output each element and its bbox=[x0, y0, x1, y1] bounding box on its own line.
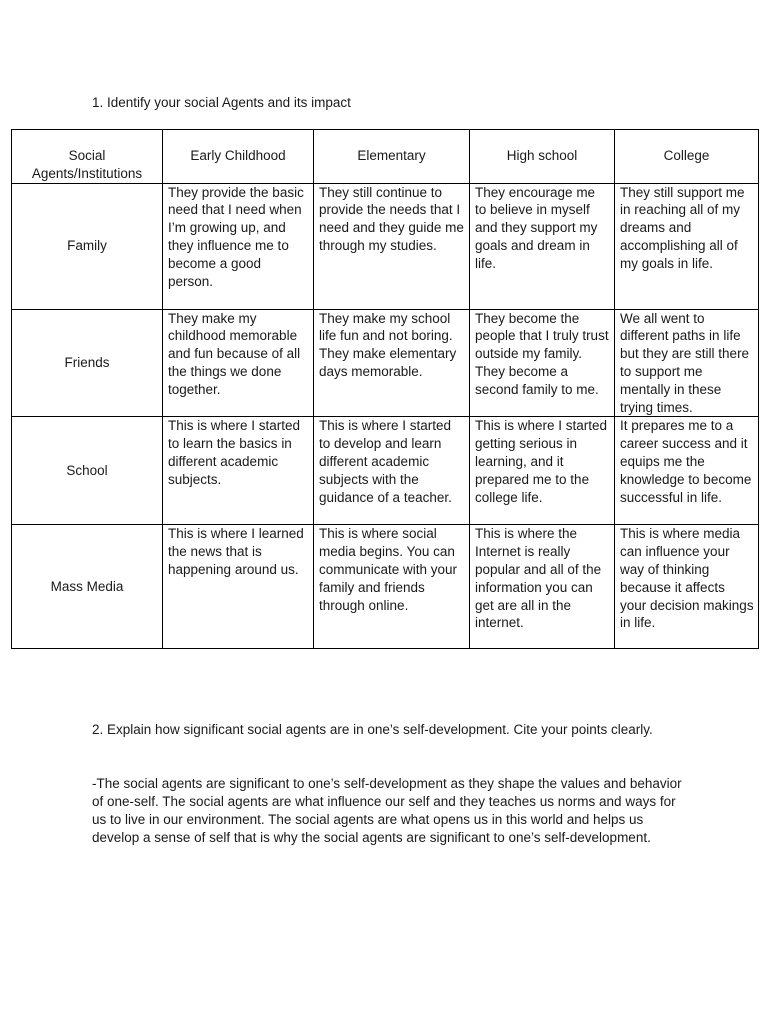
table-row bbox=[12, 417, 759, 525]
table-cell: This is where the Internet is really popular and all of the information you can get are all in the internet. bbox=[470, 525, 615, 649]
table-cell: They provide the basic need that I need when I’m growing up, and they influence me to become a good person. bbox=[163, 183, 314, 309]
header-high-school: High school bbox=[470, 130, 615, 184]
agent-family: Family bbox=[12, 183, 163, 309]
table-cell: They make my school life fun and not boring. They make elementary days memorable. bbox=[314, 309, 470, 417]
table-cell: This is where I started to develop and learn different academic subjects with the guidance of a teacher. bbox=[314, 417, 470, 525]
question-1: 1. Identify your social Agents and its impact bbox=[92, 95, 351, 110]
table-cell: This is where I started to learn the basics in different academic subjects. bbox=[163, 417, 314, 525]
header-college: College bbox=[615, 130, 759, 184]
table-row bbox=[12, 183, 759, 309]
table-cell: We all went to different paths in life but they are still there to support me mentally in these trying times. bbox=[615, 309, 759, 417]
table-cell: This is where social media begins. You can communicate with your family and friends through online. bbox=[314, 525, 470, 649]
agent-school: School bbox=[12, 417, 163, 525]
table-cell: They make my childhood memorable and fun because of all the things we done together. bbox=[163, 309, 314, 417]
table-cell: This is where I started getting serious in learning, and it prepared me to the college life. bbox=[470, 417, 615, 525]
answer-paragraph: -The social agents are significant to one’s self-development as they shape the values and behavior of one-self. The social agents are what influence our self and they teaches us norms and ways for us to live in our environment. The social agents are what opens us in this world and helps us develop a sense of self that is why the social agents are significant to one’s self-development. bbox=[92, 776, 682, 845]
header-early-childhood: Early Childhood bbox=[163, 130, 314, 184]
table-cell: They still support me in reaching all of my dreams and accomplishing all of my goals in life. bbox=[615, 183, 759, 309]
header-social-agents: Social Agents/Institutions bbox=[12, 130, 163, 184]
table-cell: This is where media can influence your way of thinking because it affects your decision makings in life. bbox=[615, 525, 759, 649]
question-2: 2. Explain how significant social agents are in one’s self-development. Cite your points clearly. bbox=[92, 722, 653, 737]
table-cell: They become the people that I truly trust outside my family. They become a second family to me. bbox=[470, 309, 615, 417]
table-header-row bbox=[12, 130, 759, 184]
table-cell: This is where I learned the news that is happening around us. bbox=[163, 525, 314, 649]
header-elementary: Elementary bbox=[314, 130, 470, 184]
table-row bbox=[12, 309, 759, 417]
agent-mass-media: Mass Media bbox=[12, 525, 163, 649]
agent-friends: Friends bbox=[12, 309, 163, 417]
social-agents-table bbox=[11, 129, 759, 649]
table-cell: They still continue to provide the needs that I need and they guide me through my studies. bbox=[314, 183, 470, 309]
table-row bbox=[12, 525, 759, 649]
table-cell: It prepares me to a career success and it equips me the knowledge to become successful in life. bbox=[615, 417, 759, 525]
table-cell: They encourage me to believe in myself and they support my goals and dream in life. bbox=[470, 183, 615, 309]
